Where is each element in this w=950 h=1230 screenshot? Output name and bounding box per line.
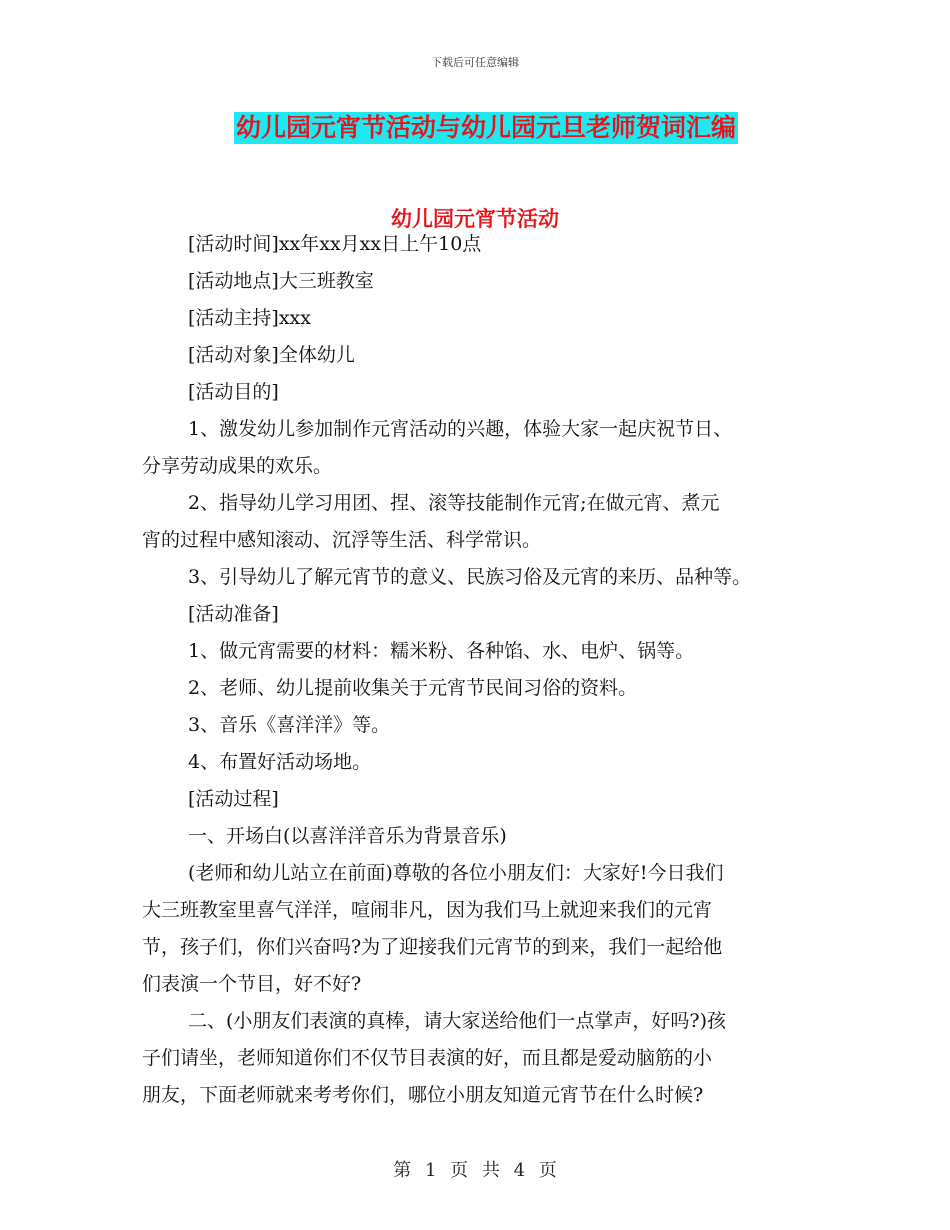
- paragraph-line: [活动主持]xxx: [188, 307, 311, 329]
- paragraph-line: 2、指导幼儿学习用团、捏、滚等技能制作元宵;在做元宵、煮元: [188, 492, 720, 514]
- paragraph-line: 1、激发幼儿参加制作元宵活动的兴趣，体验大家一起庆祝节日、: [188, 418, 733, 440]
- paragraph-line: [活动目的]: [188, 381, 279, 403]
- paragraph-line: 4、布置好活动场地。: [188, 751, 372, 773]
- paragraph-line: 一、开场白(以喜洋洋音乐为背景音乐): [188, 825, 507, 847]
- document-title: 幼儿园元宵节活动与幼儿园元旦老师贺词汇编: [236, 113, 737, 142]
- paragraph-line: 3、音乐《喜洋洋》等。: [188, 714, 391, 736]
- document-body: [142, 226, 832, 1114]
- paragraph-line: 大三班教室里喜气洋洋，喧闹非凡，因为我们马上就迎来我们的元宵: [142, 899, 713, 921]
- paragraph-line: 们表演一个节目，好不好?: [142, 973, 362, 995]
- header-note: 下载后可任意编辑: [431, 56, 519, 69]
- paragraph-line: [活动过程]: [188, 788, 279, 810]
- paragraph-line: 二、(小朋友们表演的真棒，请大家送给他们一点掌声，好吗?)孩: [188, 1010, 727, 1032]
- paragraph-line: 宵的过程中感知滚动、沉浮等生活、科学常识。: [142, 529, 542, 551]
- paragraph-line: 节，孩子们，你们兴奋吗?为了迎接我们元宵节的到来，我们一起给他: [142, 936, 723, 958]
- paragraph-line: 朋友，下面老师就来考考你们，哪位小朋友知道元宵节在什么时候?: [142, 1084, 704, 1106]
- page-footer: 第 1 页 共 4 页: [393, 1160, 557, 1181]
- section-title: 幼儿园元宵节活动: [391, 206, 559, 231]
- paragraph-line: (老师和幼儿站立在前面)尊敬的各位小朋友们：大家好!今日我们: [188, 862, 724, 884]
- paragraph-line: 子们请坐，老师知道你们不仅节目表演的好，而且都是爱动脑筋的小: [142, 1047, 713, 1069]
- paragraph-line: [活动地点]大三班教室: [188, 270, 374, 292]
- paragraph-line: [活动时间]xx年xx月xx日上午10点: [188, 233, 482, 255]
- paragraph-line: 1、做元宵需要的材料：糯米粉、各种馅、水、电炉、锅等。: [188, 640, 695, 662]
- paragraph-line: [活动准备]: [188, 603, 279, 625]
- paragraph-line: 3、引导幼儿了解元宵节的意义、民族习俗及元宵的来历、品种等。: [188, 566, 752, 588]
- paragraph-line: 分享劳动成果的欢乐。: [142, 455, 333, 477]
- paragraph-line: 2、老师、幼儿提前收集关于元宵节民间习俗的资料。: [188, 677, 638, 699]
- paragraph-line: [活动对象]全体幼儿: [188, 344, 355, 366]
